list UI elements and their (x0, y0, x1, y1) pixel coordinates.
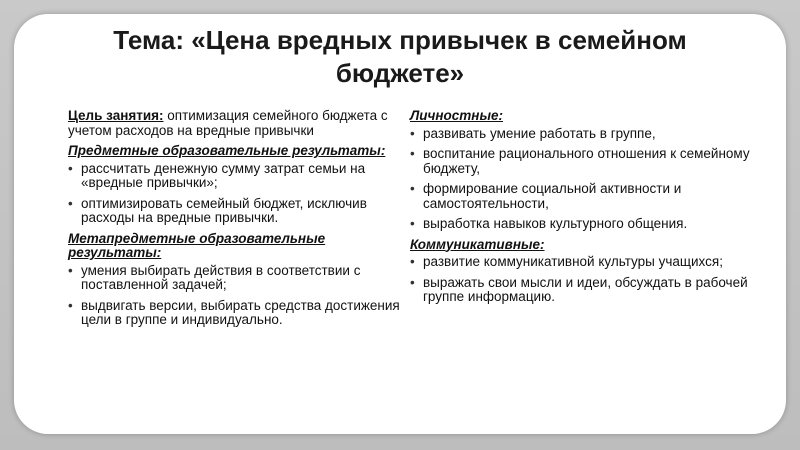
slide-card (14, 14, 786, 434)
list-item: • воспитание рационального отношения к семейному бюджету, (410, 147, 755, 176)
list-item: • выработка навыков культурного общения. (410, 217, 755, 232)
personal-results-heading: Личностные: (410, 108, 503, 123)
right-column (410, 109, 755, 311)
slide-title: Тема: «Цена вредных привычек в семейном бюджете» (113, 25, 687, 88)
subject-results-list (68, 162, 406, 226)
list-item: • развивать умение работать в группе, (410, 127, 755, 142)
list-item: • развитие коммуникативной культуры учащихся; (410, 255, 755, 270)
list-item: • рассчитать денежную сумму затрат семьи на «вредные привычки»; (68, 162, 406, 191)
subject-results-heading: Предметные образовательные результаты: (68, 143, 386, 158)
list-item: • формирование социальной активности и самостоятельности, (410, 182, 755, 211)
list-item: • оптимизировать семейный бюджет, исключив расходы на вредные привычки. (68, 197, 406, 226)
meta-results-heading: Метапредметные образовательные результаты: (68, 230, 326, 260)
list-item: • умения выбирать действия в соответствии с поставленной задачей; (68, 264, 406, 293)
list-item: • выражать свои мысли и идеи, обсуждать в рабочей группе информацию. (410, 276, 755, 305)
goal-text: оптимизация семейного бюджета с учетом расходов на вредные привычки (68, 108, 388, 138)
left-column (68, 109, 406, 334)
goal-label: Цель занятия: (68, 108, 164, 123)
communicative-results-heading: Коммуникативные: (410, 236, 545, 252)
meta-results-list (68, 264, 406, 328)
personal-results-list (410, 127, 755, 232)
communicative-results-list (410, 255, 755, 305)
list-item: • выдвигать версии, выбирать средства достижения цели в группе и индивидуально. (68, 299, 406, 328)
lesson-goal (68, 109, 406, 138)
